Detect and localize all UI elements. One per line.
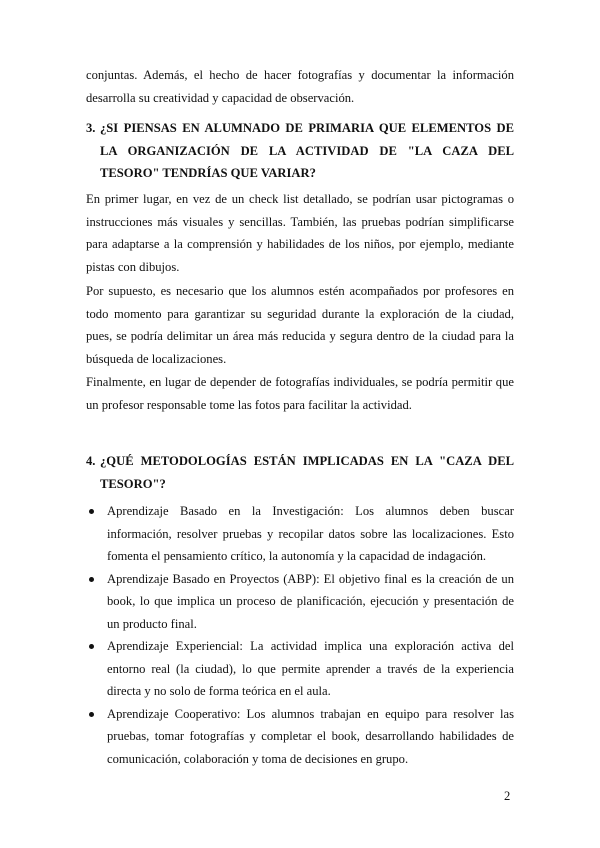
section-3-paragraph-1: En primer lugar, en vez de un check list detallado, se podrían usar pictogramas o instrucciones más visuales y sencillas. También, las pruebas podrían simplificarse para adaptarse a la comprensión y habilidades de los niños, por ejemplo, mediante pistas con dibujos. — [86, 192, 514, 274]
section-4-heading — [86, 450, 514, 495]
list-item-text: Aprendizaje Experiencial: La actividad implica una exploración activa del entorno real (la ciudad), lo que permite aprender a través de la experiencia directa y no solo de forma teórica en el aula. — [107, 639, 514, 698]
section-4-number: 4. — [86, 454, 96, 468]
list-item — [86, 500, 514, 568]
section-3-paragraph-3: Finalmente, en lugar de depender de fotografías individuales, se podría permitir que un profesor responsable tome las fotos para facilitar la actividad. — [86, 375, 514, 412]
list-item-text: Aprendizaje Basado en la Investigación: Los alumnos deben buscar información, resolver pruebas y recopilar datos sobre las localizaciones. Esto fomenta el pensamiento crítico, la autonomía y la capacidad de indagación. — [107, 504, 514, 563]
page-number: 2 — [504, 789, 511, 803]
section-4-title: ¿QUÉ METODOLOGÍAS ESTÁN IMPLICADAS EN LA "CAZA DEL TESORO"? — [100, 454, 514, 491]
list-item-text: Aprendizaje Cooperativo: Los alumnos trabajan en equipo para resolver las pruebas, tomar fotografías y completar el book, desarrollando habilidades de comunicación, colaboración y toma de decisiones en grupo. — [107, 706, 514, 766]
section-3-heading — [86, 117, 514, 185]
bullet-icon — [89, 577, 94, 582]
section-3-number: 3. — [86, 121, 96, 135]
section-3-title: ¿SI PIENSAS EN ALUMNADO DE PRIMARIA QUE ELEMENTOS DE LA ORGANIZACIÓN DE LA ACTIVIDAD DE "LA CAZA DEL TESORO" TENDRÍAS QUE VARIAR? — [100, 121, 514, 180]
list-item — [86, 703, 514, 771]
list-item-text: Aprendizaje Basado en Proyectos (ABP): El objetivo final es la creación de un book, lo que implica un proceso de planificación, ejecución y presentación de un producto final. — [107, 571, 514, 631]
bullet-icon — [89, 644, 94, 649]
intro-paragraph: conjuntas. Además, el hecho de hacer fotografías y documentar la información desarrolla su creatividad y capacidad de observación. — [86, 68, 514, 105]
list-item — [86, 635, 514, 703]
bullet-icon — [89, 509, 94, 514]
list-item — [86, 568, 514, 636]
section-3-paragraph-2: Por supuesto, es necesario que los alumnos estén acompañados por profesores en todo momento para garantizar su seguridad durante la exploración de la ciudad, pues, se podría delimitar un área más reducida y segura dentro de la ciudad para la búsqueda de localizaciones. — [86, 284, 514, 366]
methodology-list — [86, 500, 514, 770]
bullet-icon — [89, 712, 94, 717]
